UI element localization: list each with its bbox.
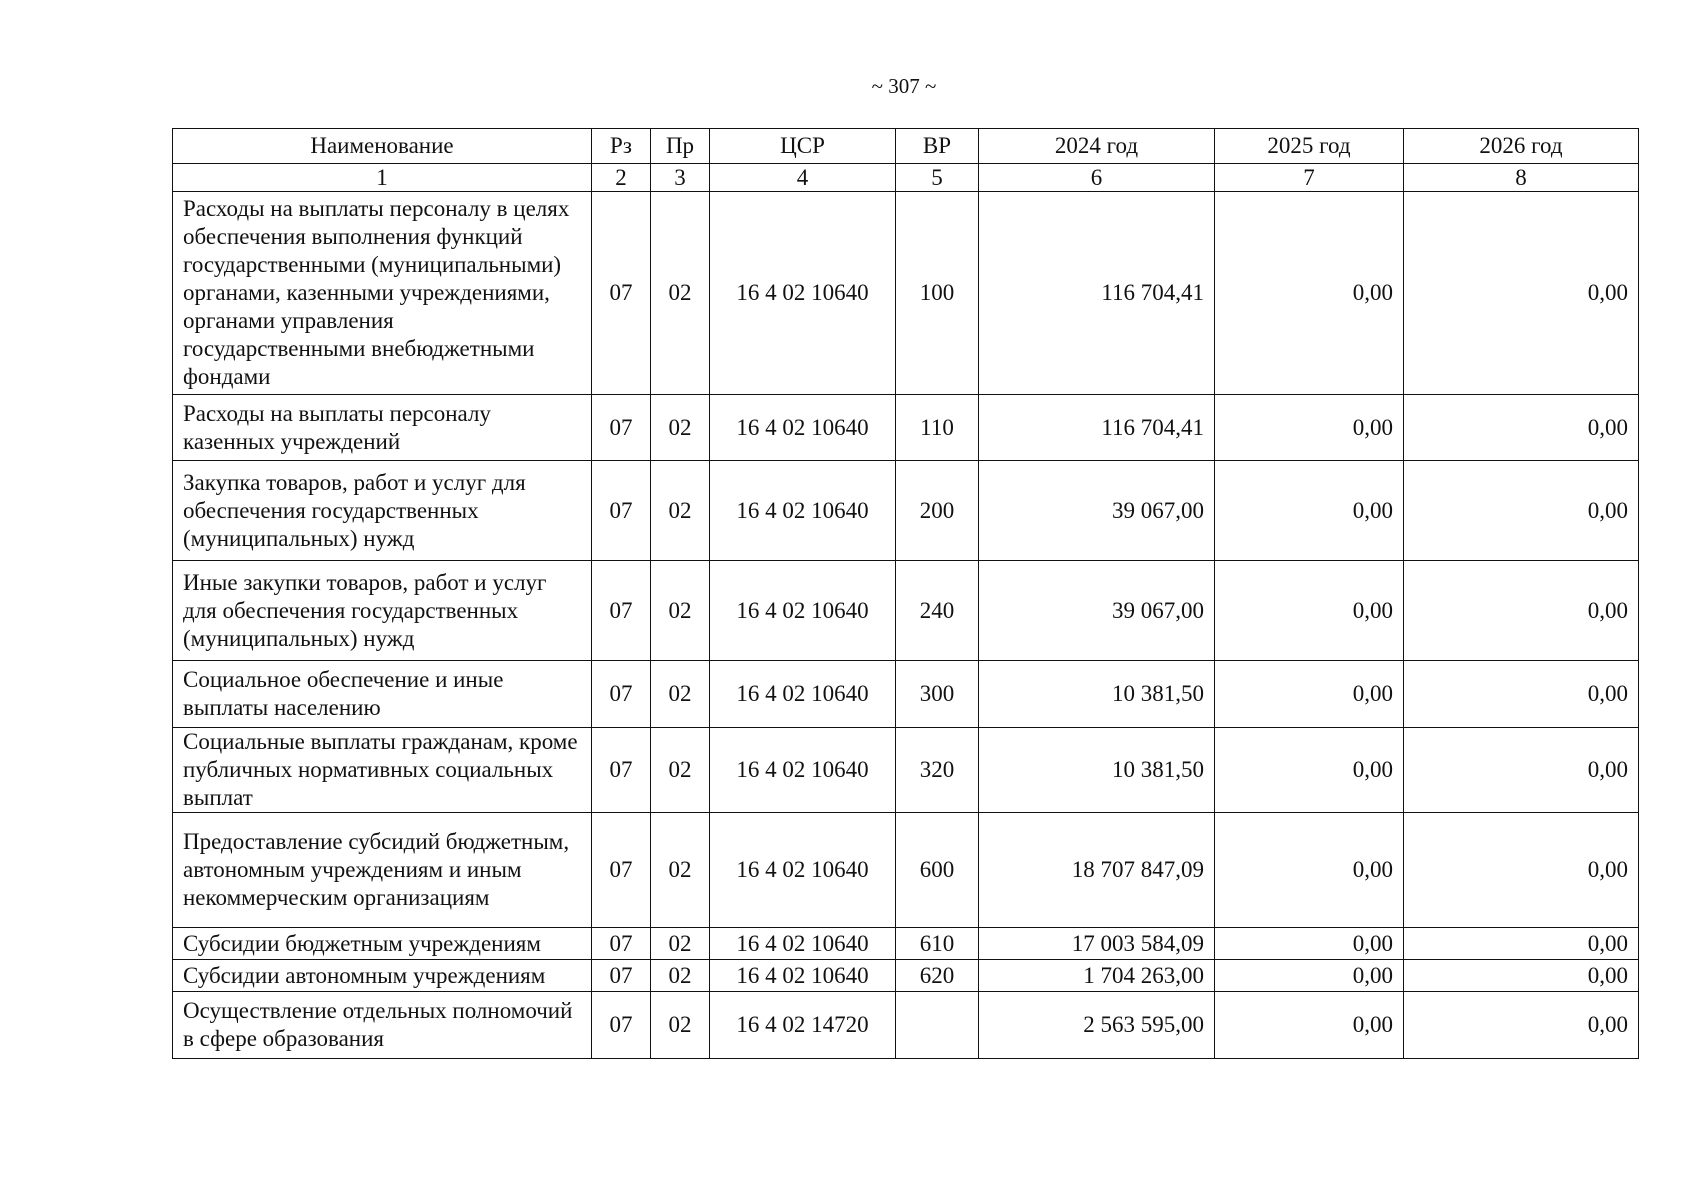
row-csr: 16 4 02 10640: [710, 192, 896, 395]
row-pr: 02: [651, 395, 710, 461]
row-2026: 0,00: [1404, 728, 1639, 813]
column-number: 1: [173, 164, 592, 192]
row-rz: 07: [592, 960, 651, 992]
row-rz: 07: [592, 928, 651, 960]
row-2024: 10 381,50: [979, 661, 1215, 728]
header-pr: Пр: [651, 129, 710, 164]
row-2026: 0,00: [1404, 813, 1639, 928]
table-row: [173, 661, 1639, 728]
row-2024: 10 381,50: [979, 728, 1215, 813]
row-name: Субсидии автономным учреждениям: [173, 960, 592, 992]
row-pr: 02: [651, 728, 710, 813]
row-2026: 0,00: [1404, 561, 1639, 661]
row-2024: 1 704 263,00: [979, 960, 1215, 992]
row-pr: 02: [651, 192, 710, 395]
row-name: Предоставление субсидий бюджетным, автономным учреждениям и иным некоммерческим организациям: [173, 813, 592, 928]
column-number: 7: [1215, 164, 1404, 192]
column-number: 6: [979, 164, 1215, 192]
table-row: [173, 992, 1639, 1059]
row-vr: 200: [896, 461, 979, 561]
row-csr: 16 4 02 10640: [710, 960, 896, 992]
row-name: Субсидии бюджетным учреждениям: [173, 928, 592, 960]
row-name: Закупка товаров, работ и услуг для обеспечения государственных (муниципальных) нужд: [173, 461, 592, 561]
column-number: 8: [1404, 164, 1639, 192]
row-2026: 0,00: [1404, 928, 1639, 960]
row-2025: 0,00: [1215, 813, 1404, 928]
row-name: Социальные выплаты гражданам, кроме публичных нормативных социальных выплат: [173, 728, 592, 813]
column-number-row: [173, 164, 1639, 192]
table-row: [173, 928, 1639, 960]
row-csr: 16 4 02 10640: [710, 928, 896, 960]
row-csr: 16 4 02 10640: [710, 395, 896, 461]
row-2026: 0,00: [1404, 992, 1639, 1059]
row-rz: 07: [592, 728, 651, 813]
column-number: 3: [651, 164, 710, 192]
row-2024: 39 067,00: [979, 461, 1215, 561]
row-2026: 0,00: [1404, 960, 1639, 992]
row-rz: 07: [592, 813, 651, 928]
row-name: Осуществление отдельных полномочий в сфере образования: [173, 992, 592, 1059]
row-vr: [896, 992, 979, 1059]
row-2026: 0,00: [1404, 395, 1639, 461]
row-name: Расходы на выплаты персоналу казенных учреждений: [173, 395, 592, 461]
table-row: [173, 813, 1639, 928]
row-rz: 07: [592, 561, 651, 661]
header-rz: Рз: [592, 129, 651, 164]
row-csr: 16 4 02 10640: [710, 661, 896, 728]
row-2024: 116 704,41: [979, 192, 1215, 395]
row-csr: 16 4 02 14720: [710, 992, 896, 1059]
row-2024: 17 003 584,09: [979, 928, 1215, 960]
table-row: [173, 192, 1639, 395]
row-2025: 0,00: [1215, 661, 1404, 728]
row-vr: 610: [896, 928, 979, 960]
row-pr: 02: [651, 813, 710, 928]
header-row: [173, 129, 1639, 164]
row-2025: 0,00: [1215, 928, 1404, 960]
row-vr: 300: [896, 661, 979, 728]
row-vr: 320: [896, 728, 979, 813]
row-pr: 02: [651, 992, 710, 1059]
row-pr: 02: [651, 928, 710, 960]
row-vr: 100: [896, 192, 979, 395]
row-vr: 620: [896, 960, 979, 992]
header-name: Наименование: [173, 129, 592, 164]
header-vr: ВР: [896, 129, 979, 164]
row-csr: 16 4 02 10640: [710, 813, 896, 928]
row-2024: 18 707 847,09: [979, 813, 1215, 928]
row-2024: 2 563 595,00: [979, 992, 1215, 1059]
row-pr: 02: [651, 461, 710, 561]
header-2026: 2026 год: [1404, 129, 1639, 164]
row-vr: 110: [896, 395, 979, 461]
row-rz: 07: [592, 661, 651, 728]
row-2025: 0,00: [1215, 992, 1404, 1059]
row-2026: 0,00: [1404, 661, 1639, 728]
table-row: [173, 561, 1639, 661]
row-2025: 0,00: [1215, 192, 1404, 395]
table-row: [173, 960, 1639, 992]
row-2025: 0,00: [1215, 561, 1404, 661]
row-vr: 600: [896, 813, 979, 928]
page-number: ~ 307 ~: [871, 74, 937, 98]
column-number: 4: [710, 164, 896, 192]
budget-table: [172, 128, 1639, 1059]
row-rz: 07: [592, 992, 651, 1059]
row-pr: 02: [651, 561, 710, 661]
row-vr: 240: [896, 561, 979, 661]
table-row: [173, 461, 1639, 561]
row-name: Иные закупки товаров, работ и услуг для обеспечения государственных (муниципальных) нужд: [173, 561, 592, 661]
column-number: 2: [592, 164, 651, 192]
row-2026: 0,00: [1404, 192, 1639, 395]
row-csr: 16 4 02 10640: [710, 561, 896, 661]
row-2026: 0,00: [1404, 461, 1639, 561]
row-name: Расходы на выплаты персоналу в целях обеспечения выполнения функций государственными (муниципальными) органами, казенными учреждениями, органами управления государственными внебюджетными фондами: [173, 192, 592, 395]
row-pr: 02: [651, 960, 710, 992]
row-rz: 07: [592, 461, 651, 561]
row-2025: 0,00: [1215, 728, 1404, 813]
header-2025: 2025 год: [1215, 129, 1404, 164]
table-row: [173, 395, 1639, 461]
row-name: Социальное обеспечение и иные выплаты населению: [173, 661, 592, 728]
row-2025: 0,00: [1215, 960, 1404, 992]
row-pr: 02: [651, 661, 710, 728]
row-2025: 0,00: [1215, 461, 1404, 561]
row-2024: 116 704,41: [979, 395, 1215, 461]
row-2025: 0,00: [1215, 395, 1404, 461]
header-csr: ЦСР: [710, 129, 896, 164]
column-number: 5: [896, 164, 979, 192]
row-rz: 07: [592, 192, 651, 395]
row-rz: 07: [592, 395, 651, 461]
row-2024: 39 067,00: [979, 561, 1215, 661]
row-csr: 16 4 02 10640: [710, 728, 896, 813]
header-2024: 2024 год: [979, 129, 1215, 164]
row-csr: 16 4 02 10640: [710, 461, 896, 561]
table-row: [173, 728, 1639, 813]
table-body: [173, 192, 1639, 1059]
